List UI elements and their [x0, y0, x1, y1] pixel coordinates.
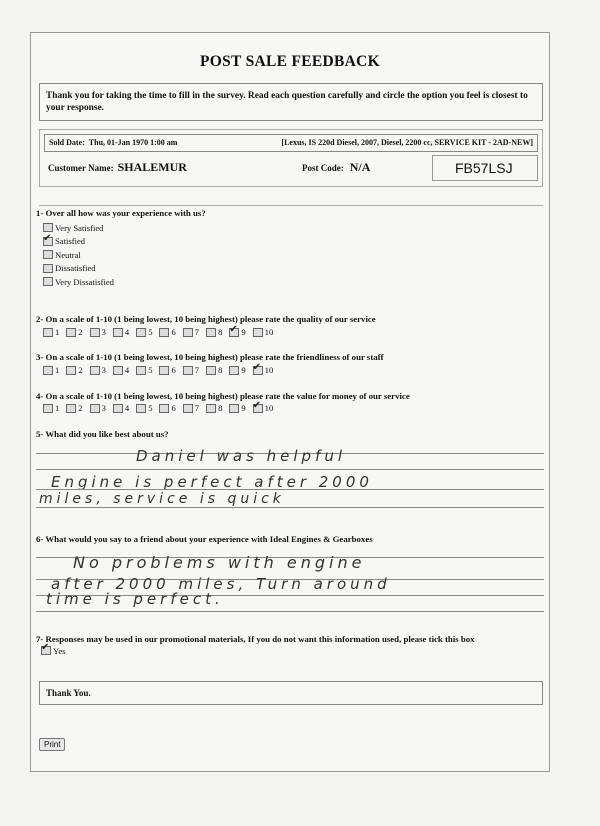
- q3-scale-item[interactable]: [253, 365, 274, 375]
- question-6: 6- What would you say to a friend about your experience with Ideal Engines & Gearboxes: [36, 534, 373, 544]
- q4-scale-item[interactable]: [66, 403, 82, 413]
- q1-option[interactable]: [43, 275, 114, 289]
- q3-scale-item[interactable]: [66, 365, 82, 375]
- q5-answer-1: Daniel was helpful: [136, 447, 347, 465]
- q2-scale-checkbox[interactable]: [136, 328, 146, 337]
- q2-scale-item[interactable]: [159, 327, 175, 337]
- question-4: 4- On a scale of 1-10 (1 being lowest, 10 being highest) please rate the value for money of our service: [36, 391, 410, 401]
- q3-scale-checkbox[interactable]: [253, 366, 263, 375]
- q2-scale-item[interactable]: [183, 327, 199, 337]
- q2-scale-label: 6: [171, 327, 176, 337]
- q4-scale-label: 2: [78, 403, 83, 413]
- sold-date: Sold Date: Thu, 01-Jan 1970 1:00 am: [49, 138, 178, 147]
- q2-scale-item[interactable]: [66, 327, 82, 337]
- q3-scale-label: 1: [55, 365, 60, 375]
- q4-scale-item[interactable]: [159, 403, 175, 413]
- q3-scale-label: 3: [101, 365, 106, 375]
- q3-scale-label: 9: [241, 365, 246, 375]
- q3-scale-checkbox[interactable]: [206, 366, 216, 375]
- q3-scale-checkbox[interactable]: [113, 366, 123, 375]
- q2-scale-label: 2: [78, 327, 83, 337]
- q4-scale-checkbox[interactable]: [136, 404, 146, 413]
- q3-scale-item[interactable]: [159, 365, 175, 375]
- answer-line: [36, 469, 544, 470]
- q2-scale-item[interactable]: [90, 327, 106, 337]
- question-2: 2- On a scale of 1-10 (1 being lowest, 10 being highest) please rate the quality of our service: [36, 314, 376, 324]
- q3-scale-label: 2: [78, 365, 83, 375]
- yes-checkbox[interactable]: [41, 646, 51, 655]
- q2-scale-item[interactable]: [136, 327, 152, 337]
- feedback-form: [30, 32, 550, 772]
- q1-checkbox[interactable]: [43, 264, 53, 273]
- q2-scale-label: 9: [241, 327, 246, 337]
- q2-scale-checkbox[interactable]: [43, 328, 53, 337]
- q4-scale-item[interactable]: [229, 403, 245, 413]
- q4-scale-checkbox[interactable]: [90, 404, 100, 413]
- question-3: 3- On a scale of 1-10 (1 being lowest, 10 being highest) please rate the friendliness of our staff: [36, 352, 384, 362]
- q3-scale-checkbox[interactable]: [136, 366, 146, 375]
- q4-scale-label: 3: [101, 403, 106, 413]
- q2-scale-label: 7: [194, 327, 200, 337]
- q4-scale-item[interactable]: [206, 403, 222, 413]
- q4-scale-item[interactable]: [136, 403, 152, 413]
- q5-answer-2: Engine is perfect after 2000: [51, 473, 373, 491]
- q1-option[interactable]: [43, 221, 114, 235]
- q3-scale-item[interactable]: [90, 365, 106, 375]
- q3-scale-checkbox[interactable]: [66, 366, 76, 375]
- sale-info-box: [39, 129, 543, 187]
- q2-scale-label: 1: [55, 327, 60, 337]
- question-7-option: [41, 644, 66, 658]
- q1-checkbox[interactable]: [43, 250, 53, 259]
- vehicle-info: [Lexus, IS 220d Diesel, 2007, Diesel, 2200 cc, SERVICE KIT - 2AD-NEW]: [281, 138, 533, 147]
- q4-scale-checkbox[interactable]: [43, 404, 53, 413]
- q3-scale-checkbox[interactable]: [159, 366, 169, 375]
- q2-scale-item[interactable]: [229, 327, 245, 337]
- q2-scale-label: 3: [101, 327, 106, 337]
- q3-scale-checkbox[interactable]: [90, 366, 100, 375]
- q4-scale-checkbox[interactable]: [253, 404, 263, 413]
- q3-scale-checkbox[interactable]: [183, 366, 193, 375]
- q4-scale-label: 7: [194, 403, 200, 413]
- answer-line: [36, 507, 544, 508]
- q4-scale-checkbox[interactable]: [159, 404, 169, 413]
- q2-scale-label: 5: [148, 327, 153, 337]
- q1-checkbox[interactable]: [43, 223, 53, 232]
- q3-scale-label: 5: [148, 365, 153, 375]
- q2-scale-checkbox[interactable]: [229, 328, 239, 337]
- intro-text: Thank you for taking the time to fill in the survey. Read each question carefully and circle the option you feel is closest to your response.: [39, 83, 543, 121]
- q2-scale-checkbox[interactable]: [113, 328, 123, 337]
- q4-scale-item[interactable]: [90, 403, 106, 413]
- form-title: POST SALE FEEDBACK: [200, 53, 380, 70]
- q1-option-label: Satisfied: [55, 236, 86, 247]
- q1-option-label: Dissatisfied: [55, 263, 96, 274]
- q4-scale-checkbox[interactable]: [206, 404, 216, 413]
- question-5: 5- What did you like best about us?: [36, 429, 169, 439]
- q2-scale-checkbox[interactable]: [159, 328, 169, 337]
- customer-name: Customer Name: SHALEMUR: [48, 160, 187, 174]
- q3-scale-item[interactable]: [43, 365, 59, 375]
- q4-scale-item[interactable]: [113, 403, 129, 413]
- q3-scale-checkbox[interactable]: [229, 366, 239, 375]
- sold-row: [44, 134, 538, 152]
- q1-option[interactable]: [43, 248, 114, 262]
- q1-option-label: Very Dissatisfied: [55, 276, 114, 287]
- q5-answer-3: miles, service is quick: [39, 491, 285, 507]
- question-2-scale: [43, 327, 280, 337]
- registration-plate: FB57LSJ: [432, 155, 538, 181]
- q1-option[interactable]: [43, 262, 114, 276]
- q2-scale-checkbox[interactable]: [253, 328, 263, 337]
- q4-scale-label: 9: [241, 403, 246, 413]
- answer-line: [36, 489, 544, 490]
- q4-scale-label: 10: [264, 403, 274, 413]
- q3-scale-label: 10: [264, 365, 274, 375]
- q2-scale-label: 8: [218, 327, 223, 337]
- q1-option-label: Neutral: [55, 249, 81, 260]
- yes-label: Yes: [53, 645, 66, 656]
- q1-option-label: Very Satisfied: [55, 222, 104, 233]
- q4-scale-item[interactable]: [43, 403, 59, 413]
- q1-option[interactable]: [43, 235, 114, 249]
- q6-answer-1: No problems with engine: [73, 553, 366, 572]
- q2-scale-label: 10: [264, 327, 274, 337]
- q2-scale-checkbox[interactable]: [66, 328, 76, 337]
- q2-scale-item[interactable]: [206, 327, 222, 337]
- q1-checkbox[interactable]: [43, 277, 53, 286]
- answer-line: [36, 611, 544, 612]
- q2-scale-checkbox[interactable]: [90, 328, 100, 337]
- q3-scale-label: 7: [194, 365, 200, 375]
- q3-scale-item[interactable]: [136, 365, 152, 375]
- question-3-scale: [43, 365, 280, 375]
- question-7: 7- Responses may be used in our promotional materials, If you do not want this information used, please tick this box: [36, 634, 475, 644]
- q4-scale-label: 4: [124, 403, 130, 413]
- q4-scale-item[interactable]: [253, 403, 274, 413]
- q6-answer-2: after 2000 miles, Turn around: [51, 575, 391, 593]
- q6-answer-3: time is perfect.: [46, 590, 224, 608]
- q2-scale-item[interactable]: [43, 327, 59, 337]
- q4-scale-checkbox[interactable]: [113, 404, 123, 413]
- q4-scale-label: 6: [171, 403, 176, 413]
- question-1: 1- Over all how was your experience with us?: [36, 208, 206, 218]
- question-4-scale: [43, 403, 280, 413]
- divider: [39, 205, 543, 206]
- question-1-options: [43, 221, 114, 289]
- q3-scale-label: 8: [218, 365, 223, 375]
- q4-scale-label: 5: [148, 403, 153, 413]
- print-button[interactable]: Print: [39, 738, 65, 751]
- q2-scale-item[interactable]: [253, 327, 274, 337]
- q2-scale-label: 4: [124, 327, 130, 337]
- q1-checkbox[interactable]: [43, 237, 53, 246]
- thank-you-box: Thank You.: [39, 681, 543, 705]
- post-code: Post Code: N/A: [302, 160, 371, 174]
- q4-scale-item[interactable]: [183, 403, 199, 413]
- q2-scale-checkbox[interactable]: [183, 328, 193, 337]
- q3-scale-item[interactable]: [206, 365, 222, 375]
- q4-scale-checkbox[interactable]: [183, 404, 193, 413]
- q2-scale-checkbox[interactable]: [206, 328, 216, 337]
- q4-scale-label: 1: [55, 403, 60, 413]
- q3-scale-label: 4: [124, 365, 130, 375]
- q3-scale-checkbox[interactable]: [43, 366, 53, 375]
- q4-scale-checkbox[interactable]: [66, 404, 76, 413]
- q3-scale-item[interactable]: [113, 365, 129, 375]
- q4-scale-checkbox[interactable]: [229, 404, 239, 413]
- q3-scale-label: 6: [171, 365, 176, 375]
- q3-scale-item[interactable]: [183, 365, 199, 375]
- q3-scale-item[interactable]: [229, 365, 245, 375]
- q2-scale-item[interactable]: [113, 327, 129, 337]
- q4-scale-label: 8: [218, 403, 223, 413]
